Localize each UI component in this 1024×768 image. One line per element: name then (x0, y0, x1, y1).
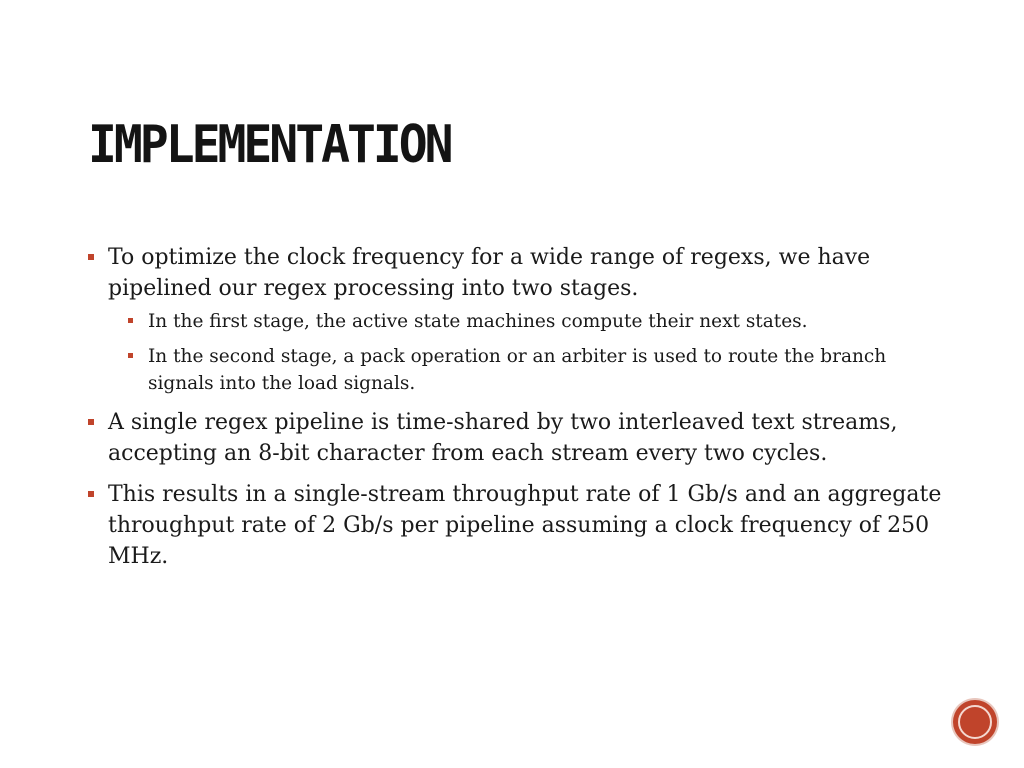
slide-title: IMPLEMENTATION (88, 114, 451, 175)
square-bullet-icon (128, 318, 133, 323)
sub-bullet-text: In the first stage, the active state machines compute their next states. (148, 311, 808, 332)
bullet-item (88, 407, 948, 469)
square-bullet-icon (88, 419, 94, 425)
bullet-item (88, 479, 948, 572)
slide-nav-button[interactable] (953, 700, 997, 744)
sub-bullet-item (118, 308, 948, 335)
square-bullet-icon (128, 353, 133, 358)
square-bullet-icon (88, 254, 94, 260)
sub-bullet-item (118, 343, 948, 397)
sub-bullet-text: In the second stage, a pack operation or an arbiter is used to route the branch signals into the load signals. (148, 346, 887, 394)
circle-ring-icon (958, 705, 992, 739)
bullet-item (88, 242, 948, 397)
bullet-text: To optimize the clock frequency for a wide range of regexs, we have pipelined our regex processing into two stages. (108, 245, 871, 301)
square-bullet-icon (88, 491, 94, 497)
slide-content (88, 242, 948, 582)
bullet-text: A single regex pipeline is time-shared by two interleaved text streams, accepting an 8-bit character from each stream every two cycles. (108, 410, 898, 466)
sub-bullet-list (108, 308, 948, 397)
bullet-text: This results in a single-stream throughput rate of 1 Gb/s and an aggregate throughput rate of 2 Gb/s per pipeline assuming a clock frequency of 250 MHz. (108, 482, 942, 569)
bullet-list (88, 242, 948, 572)
